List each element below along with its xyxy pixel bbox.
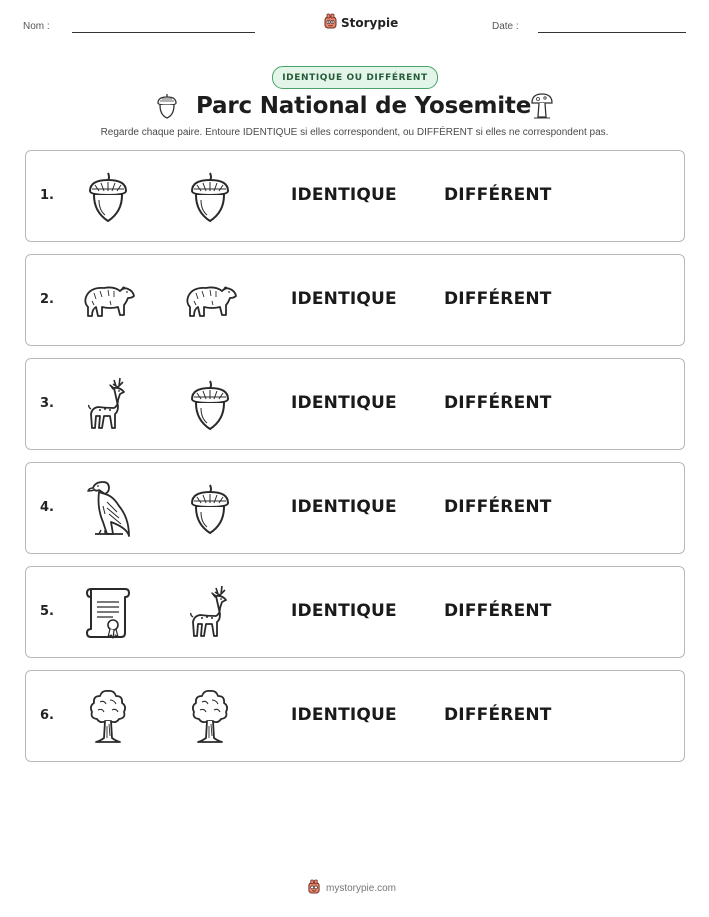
brand-name: Storypie (341, 16, 399, 30)
eagle-icon (83, 478, 133, 540)
instructions: Regarde chaque paire. Entoure IDENTIQUE si elles correspondent, ou DIFFÉRENT si elles ne correspondent pas. (100, 127, 609, 138)
option-identique[interactable]: IDENTIQUE (291, 393, 397, 413)
option-identique[interactable]: IDENTIQUE (291, 497, 397, 517)
exercise-row (25, 566, 685, 658)
name-label: Nom : (23, 21, 50, 32)
exercise-row (25, 150, 685, 242)
row-number: 4. (40, 500, 54, 515)
row-number: 3. (40, 396, 54, 411)
storypie-logo-icon (307, 879, 321, 898)
tree-icon (88, 688, 128, 746)
option-identique[interactable]: IDENTIQUE (291, 185, 397, 205)
option-different[interactable]: DIFFÉRENT (444, 705, 552, 725)
option-different[interactable]: DIFFÉRENT (444, 185, 552, 205)
option-different[interactable]: DIFFÉRENT (444, 289, 552, 309)
deer-icon (84, 376, 132, 434)
exercise-row (25, 358, 685, 450)
option-different[interactable]: DIFFÉRENT (444, 601, 552, 621)
option-different[interactable]: DIFFÉRENT (444, 497, 552, 517)
exercise-row (25, 254, 685, 346)
page-title: Parc National de Yosemite (196, 93, 532, 119)
acorn-icon (86, 170, 130, 224)
tree-icon (190, 688, 230, 746)
acorn-icon (188, 482, 232, 536)
row-number: 1. (40, 188, 54, 203)
bear-icon (80, 279, 136, 323)
exercise-row (25, 462, 685, 554)
option-identique[interactable]: IDENTIQUE (291, 705, 397, 725)
option-identique[interactable]: IDENTIQUE (291, 601, 397, 621)
row-number: 6. (40, 708, 54, 723)
option-different[interactable]: DIFFÉRENT (444, 393, 552, 413)
row-number: 5. (40, 604, 54, 619)
acorn-icon (188, 378, 232, 432)
footer (307, 879, 396, 898)
date-label: Date : (492, 21, 519, 32)
exercise-row (25, 670, 685, 762)
bear-icon (182, 279, 238, 323)
worksheet-type-badge: IDENTIQUE OU DIFFÉRENT (272, 66, 438, 89)
scroll-icon (83, 585, 133, 641)
deer-icon (186, 584, 234, 642)
option-identique[interactable]: IDENTIQUE (291, 289, 397, 309)
acorn-icon (188, 170, 232, 224)
row-number: 2. (40, 292, 54, 307)
footer-site: mystorypie.com (326, 883, 397, 894)
